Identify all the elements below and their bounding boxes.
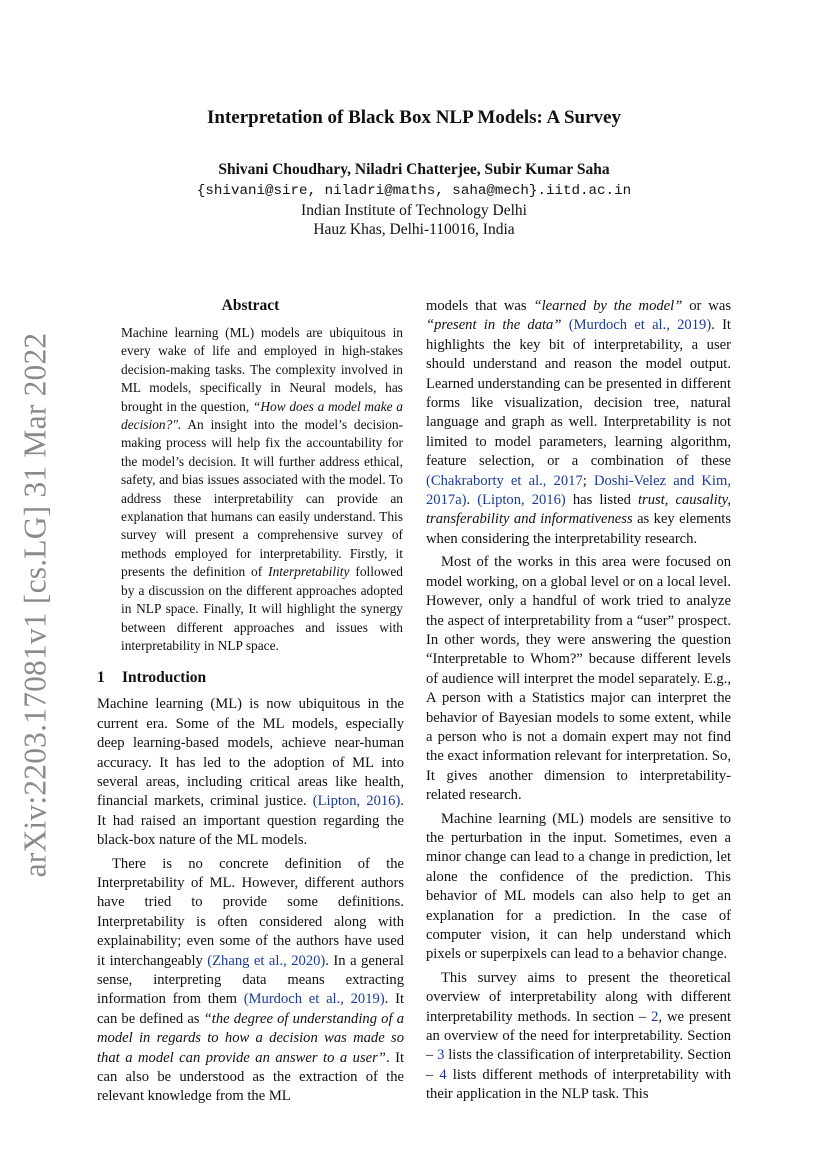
section-link[interactable]: 2 <box>651 1008 659 1025</box>
emphasis-text: trust, causality, transferability and informativeness <box>426 492 731 528</box>
arxiv-identifier: arXiv:2203.17081v1 [cs.LG] 31 Mar 2022 <box>17 332 53 878</box>
abstract-heading: Abstract <box>221 297 280 314</box>
section-link[interactable]: 4 <box>439 1066 447 1083</box>
body-paragraph-4: This survey aims to present the theoretical overview of interpretability along with different interpretability methods. In section – 2, we present an overview of the need for interpretability. Section – 3 lists the classification of interpretability. Section – 4 lists different methods of interpretability with their application in the NLP task. This <box>426 969 732 1103</box>
citation-link[interactable]: Doshi-Velez and Kim, 2017a) <box>426 472 731 509</box>
author-list: Shivani Choudhary, Niladri Chatterjee, Subir Kumar Saha <box>218 161 610 178</box>
citation-link[interactable]: (Murdoch et al., 2019) <box>568 317 712 334</box>
body-paragraph-3: Machine learning (ML) models are sensitive to the perturbation in the input. Sometimes, even a minor change can lead to a change in prediction, let alone the confidence of the prediction. This behavior of ML models can also help to get an explanation for a prediction. In the case of computer vision, it can help understand which pixels or superpixels can lead to a behavior change. <box>426 810 731 963</box>
abstract-text: Machine learning (ML) models are ubiquitous in every wake of life and employed in high-stakes decision-making tasks. The complexity involved in ML models, specifically in Neural models, has brought in the question, “How does a model make a decision?". An insight into the model’s decision-making process will help fix the accountability for the model’s decision. It will further address ethical, safety, and bias issues associated with the model. To address these interpretability can provide an explanation that humans can easily understand. This survey will present a comprehensive survey of methods employed for interpretability. Firstly, it presents the definition of Interpretability followed by a discussion on the different approaches adopted in NLP space. Finally, It will highlight the synergy between different approaches and issues with interpretability in NLP space. <box>121 325 403 653</box>
affiliation-address: Hauz Khas, Delhi-110016, India <box>313 221 515 238</box>
abstract-question: “How does a model make a decision?". <box>121 398 403 433</box>
abstract-term: Interpretability <box>268 564 350 580</box>
body-paragraph-2: Most of the works in this area were focused on model working, on a global level or on a local level. However, only a handful of work tried to analyze the aspect of interpretability from a “user” prospect. In other words, they were answering the question “Interpretable to Whom?” because different levels of audience will interpret the model separately. E.g., A person with a Statistics major can interpret the behavior of Bayesian models to some extent, while a person who is not a domain expert may not find the exact information relevant for interpretation. So, It gives another dimension to interpretability-related research. <box>426 554 732 804</box>
affiliation: Indian Institute of Technology Delhi <box>301 202 527 219</box>
citation-link[interactable]: (Chakraborty et al., 2017 <box>426 472 583 489</box>
definition-quote: “the degree of understanding of a model in regards to how a decision was made so that a model can provide an answer to a user” <box>97 1010 404 1066</box>
section-heading-introduction <box>97 668 404 688</box>
body-paragraph-1: models that was “learned by the model” or was “present in the data” (Murdoch et al., 2019). It highlights the key bit of interpretability, a user should understand and reason the model output. Learned understanding can be presented in different forms like visualization, decision tree, natural language and graph as well. Interpretability is not limited to model parameters, learning algorithm, feature selection, or a combination of these (Chakraborty et al., 2017; Doshi-Velez and Kim, 2017a). (Lipton, 2016) has listed trust, causality, transferability and informativeness as key elements when considering the interpretability research. <box>426 298 731 547</box>
section-title: Introduction <box>122 669 207 687</box>
intro-paragraph-2: There is no concrete definition of the Interpretability of ML. However, different authors have tried to provide some definitions. Interpretability is often considered along with explainability; even some of the authors have used it interchangeably (Zhang et al., 2020). In a general sense, interpreting data means extracting information from them (Murdoch et al., 2019). It can be defined as “the degree of understanding of a model in regards to how a decision was made so that a model can provide an answer to a user”. It can also be understood as the extraction of the relevant knowledge from the ML <box>97 855 405 1105</box>
citation-link[interactable]: (Zhang et al., 2020) <box>207 952 326 969</box>
intro-paragraph-1: Machine learning (ML) is now ubiquitous in the current era. Some of the ML models, especially deep learning-based models, achieve near-human accuracy. It has led to the adoption of ML into several areas, including critical areas like health, financial markets, criminal justice. (Lipton, 2016). It had raised an important question regarding the black-box nature of the ML models. <box>97 696 404 849</box>
right-column <box>426 297 731 1105</box>
emphasis-text: “present in the data” <box>426 317 562 334</box>
section-link[interactable]: 3 <box>437 1047 445 1064</box>
author-emails: {shivani@sire, niladri@maths, saha@mech}.iitd.ac.in <box>196 183 632 199</box>
section-number: 1 <box>97 669 105 687</box>
citation-link[interactable]: (Lipton, 2016) <box>312 793 401 810</box>
left-column <box>97 296 404 1107</box>
citation-link[interactable]: (Murdoch et al., 2019) <box>243 991 385 1008</box>
citation-link[interactable]: (Lipton, 2016) <box>477 492 566 509</box>
emphasis-text: “learned by the model” <box>533 298 683 314</box>
paper-title: Interpretation of Black Box NLP Models: A Survey <box>207 107 621 128</box>
